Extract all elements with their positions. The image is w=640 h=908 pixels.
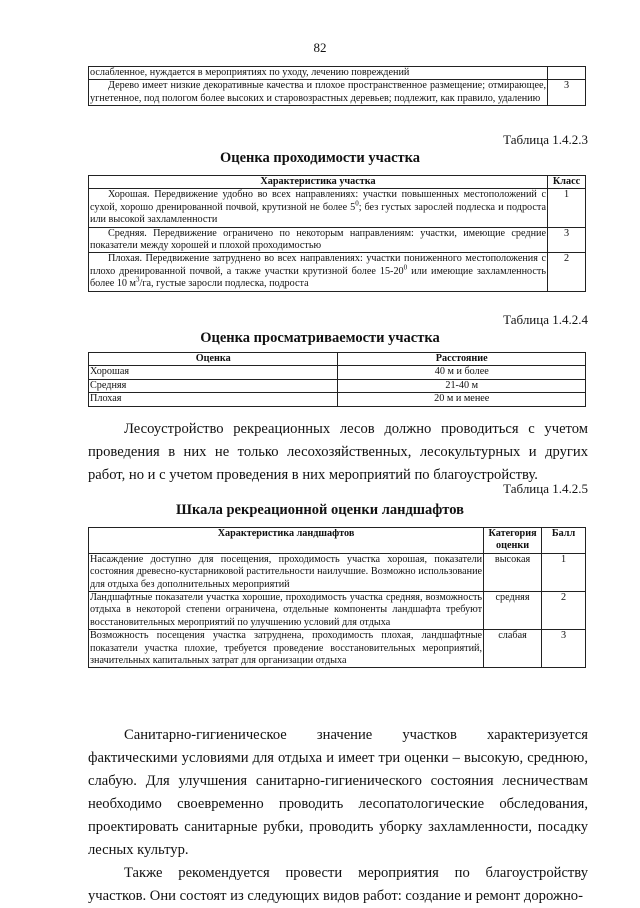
table-cell: 3 (548, 80, 586, 106)
table-cell: 3 (548, 227, 586, 253)
table-cell: 1 (548, 189, 586, 227)
table-cell: 21-40 м (338, 379, 586, 392)
table-title: Оценка проходимости участка (219, 150, 421, 166)
table-row (89, 393, 586, 406)
table-cell: средняя (484, 592, 542, 630)
visibility-table (88, 352, 586, 407)
paragraph-text: Лесоустройство рекреационных лесов должно проводиться с учетом проведения в них не только лесохозяйственных, лесокультурных и других работ, но и с учетом проведения в них мероприятий по благоустройству. (88, 421, 588, 483)
table-cell: 2 (542, 592, 586, 630)
degree-sup: 0 (355, 199, 359, 208)
table-label: Таблица 1.4.2.5 (503, 481, 588, 496)
cell-text: Плохая. Передвижение затруднено во всех направлениях: участки пониженного местоположения с плохо дренированной почвой, а также участки крутизной более 15-20 (90, 253, 547, 277)
column-header: Категория оценки (484, 528, 542, 554)
page-number: 82 (313, 40, 327, 55)
prev-table (88, 66, 586, 106)
table-header-row (89, 176, 586, 189)
table-row (89, 553, 586, 591)
table-row (89, 253, 586, 291)
table-cell (89, 189, 548, 227)
body-paragraph (88, 418, 588, 487)
table-cell: Хорошая (89, 366, 338, 379)
cubic-sup: 3 (136, 275, 140, 284)
table-cell: 20 м и менее (338, 393, 586, 406)
column-header: Оценка (89, 353, 338, 366)
table-cell: Насаждение доступно для посещения, проходимость участка хорошая, показатели состояния древесно-кустарниковой растительности наилучшие. Возможно использование для отдыха без дополнительных мероприятий (90, 553, 483, 590)
passability-table (88, 175, 586, 292)
table-cell: 3 (542, 630, 586, 668)
column-header: Расстояние (338, 353, 586, 366)
column-header: Класс (548, 176, 586, 189)
paragraph-text: Санитарно-гигиеническое значение участков характеризуется фактическими условиями для отдыха и имеет три оценки – высокую, среднюю, слабую. Для улучшения санитарно-гигиенического состояния лесничествам необходимо своевременно проводить лесопатологические обследования, проектировать санитарные рубки, проводить уборку захламленности, посадку лесных культур. (88, 727, 588, 858)
table-cell: Плохая (89, 393, 338, 406)
table-header-row (89, 353, 586, 366)
body-paragraph (88, 724, 588, 908)
table-cell: высокая (484, 553, 542, 591)
table-cell (548, 67, 586, 80)
cell-text: /га, густые заросли подлеска, подроста (139, 278, 309, 290)
table-title: Оценка просматриваемости участка (200, 330, 440, 346)
table-cell (89, 253, 548, 291)
paragraph-text: Также рекомендуется провести мероприятия по благоустройству участков. Они состоят из следующих видов работ: создание и ремонт дорожно- (88, 865, 588, 904)
table-cell: слабая (484, 630, 542, 668)
table-row (89, 67, 586, 80)
table-cell: Возможность посещения участка затруднена, проходимость плохая, ландшафтные показатели участка плохие, требуется проведение восстановительных мероприятий, значительных капитальных затрат для организации отдыха (90, 630, 483, 667)
table-cell: 1 (542, 553, 586, 591)
column-header: Балл (542, 528, 586, 554)
table-row (89, 379, 586, 392)
table-row (89, 366, 586, 379)
degree-sup: 0 (403, 263, 408, 272)
table-row (89, 592, 586, 630)
column-header: Характеристика ландшафтов (89, 528, 484, 554)
table-cell: Ландшафтные показатели участка хорошие, проходимость участка средняя, возможность отдыха в некоторой степени ограничена, отдельные компоненты ландшафта требуют восстановительных мероприятий по улучшению условий для отдыха (90, 592, 483, 628)
cell-text: или имеющие захламленность более 10 м (90, 265, 547, 290)
table-cell: Средняя. Передвижение ограничено по некоторым направлениям: участки, имеющие средние показатели между хорошей и плохой проходимостью (90, 227, 547, 252)
table-cell: 40 м и более (338, 366, 586, 379)
cell-text: Хорошая. Передвижение удобно во всех направлениях: участки повышенных местоположений с сухой, хорошо дренированной почвой, крутизной не более 5 (90, 189, 547, 213)
table-cell: 2 (548, 253, 586, 291)
landscape-table (88, 527, 586, 668)
table-label: Таблица 1.4.2.4 (503, 312, 588, 327)
table-label: Таблица 1.4.2.3 (503, 132, 588, 147)
table-cell: Дерево имеет низкие декоративные качества и плохое пространственное размещение; отмирающее, угнетенное, под пологом более высоких и старовозрастных деревьев; подлежит, как правило, удалению (90, 80, 547, 104)
table-row (89, 630, 586, 668)
table-row (89, 80, 586, 106)
table-cell: ослабленное, нуждается в мероприятиях по уходу, лечению повреждений (89, 67, 548, 80)
table-row (89, 227, 586, 253)
table-row (89, 189, 586, 227)
table-cell: Средняя (89, 379, 338, 392)
table-header-row (89, 528, 586, 554)
table-title: Шкала рекреационной оценки ландшафтов (176, 502, 464, 518)
column-header: Характеристика участка (89, 176, 548, 189)
cell-text: ; без густых зарослей подлеска и подроста или высокой захламленности (90, 201, 547, 226)
